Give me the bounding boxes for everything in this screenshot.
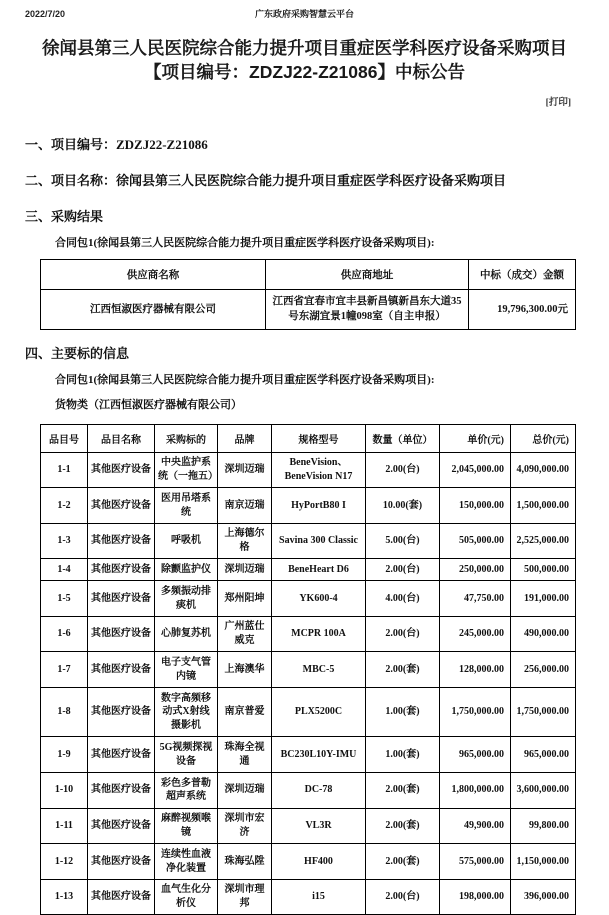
- table-cell: 4,090,000.00: [511, 452, 576, 488]
- column-header: 采购标的: [155, 424, 218, 452]
- column-header: 中标（成交）金额: [469, 260, 576, 290]
- table-row: [41, 488, 576, 524]
- table-cell: 1-11: [41, 808, 88, 844]
- print-button[interactable]: [打印]: [545, 98, 571, 109]
- table-cell: 4.00(台): [366, 581, 440, 617]
- section-project-number: 一、项目编号：ZDZJ22-Z21086: [25, 137, 208, 153]
- table-cell: 505,000.00: [440, 523, 511, 559]
- table-cell: 10.00(套): [366, 488, 440, 524]
- table-cell: 250,000.00: [440, 559, 511, 581]
- table-cell: 256,000.00: [511, 652, 576, 688]
- table-row: [41, 559, 576, 581]
- table-cell: 其他医疗设备: [88, 652, 155, 688]
- table-cell: 其他医疗设备: [88, 616, 155, 652]
- table-cell: DC-78: [272, 773, 366, 809]
- column-header: 总价(元): [511, 424, 576, 452]
- table-cell: 医用吊塔系统: [155, 488, 218, 524]
- table-cell: 数字高频移动式X射线摄影机: [155, 688, 218, 737]
- table-cell: 2.00(套): [366, 808, 440, 844]
- table-cell: 19,796,300.00元: [469, 290, 576, 329]
- table-cell: 连续性血液净化装置: [155, 844, 218, 880]
- table-cell: 47,750.00: [440, 581, 511, 617]
- column-header: 供应商名称: [41, 260, 266, 290]
- platform-title: 广东政府采购智慧云平台: [254, 9, 354, 19]
- table-cell: 5.00(台): [366, 523, 440, 559]
- table-cell: 其他医疗设备: [88, 773, 155, 809]
- table-cell: 江西恒淑医疗器械有限公司: [41, 290, 266, 329]
- table-cell: 1,750,000.00: [511, 688, 576, 737]
- table-cell: BeneVision、BeneVision N17: [272, 452, 366, 488]
- table-row: [41, 737, 576, 773]
- column-header: 供应商地址: [266, 260, 469, 290]
- table-row: [41, 581, 576, 617]
- table-row: [41, 523, 576, 559]
- table-cell: 其他医疗设备: [88, 559, 155, 581]
- table-cell: 1-7: [41, 652, 88, 688]
- table-cell: HyPortB80 I: [272, 488, 366, 524]
- table-cell: 1,800,000.00: [440, 773, 511, 809]
- contract-package-note-1: 合同包1(徐闻县第三人民医院综合能力提升项目重症医学科医疗设备采购项目):: [55, 237, 435, 250]
- print-header: [0, 0, 609, 20]
- print-date: 2022/7/20: [25, 8, 66, 19]
- table-cell: 珠海全视通: [218, 737, 272, 773]
- table-cell: 珠海弘陞: [218, 844, 272, 880]
- table-cell: BeneHeart D6: [272, 559, 366, 581]
- table-cell: 除颤监护仪: [155, 559, 218, 581]
- table-cell: 1-3: [41, 523, 88, 559]
- table-cell: 3,600,000.00: [511, 773, 576, 809]
- table-row: [41, 688, 576, 737]
- supplier-result-table: [40, 259, 576, 329]
- table-cell: 1,750,000.00: [440, 688, 511, 737]
- table-row: [41, 773, 576, 809]
- table-cell: 南京普爱: [218, 688, 272, 737]
- section-main-subject-info: 四、主要标的信息: [25, 345, 130, 361]
- table-cell: 南京迈瑞: [218, 488, 272, 524]
- table-cell: 1-6: [41, 616, 88, 652]
- table-cell: 电子支气管内镜: [155, 652, 218, 688]
- table-cell: 血气生化分析仪: [155, 879, 218, 915]
- table-cell: MBC-5: [272, 652, 366, 688]
- column-header: 品目名称: [88, 424, 155, 452]
- table-cell: 1-8: [41, 688, 88, 737]
- table-cell: 2.00(套): [366, 844, 440, 880]
- column-header: 品目号: [41, 424, 88, 452]
- table-cell: 其他医疗设备: [88, 523, 155, 559]
- table-cell: 1,500,000.00: [511, 488, 576, 524]
- table-row: [41, 652, 576, 688]
- column-header: 数量（单位）: [366, 424, 440, 452]
- print-row: [0, 94, 571, 108]
- table-cell: 396,000.00: [511, 879, 576, 915]
- table-cell: i15: [272, 879, 366, 915]
- table-cell: 1-13: [41, 879, 88, 915]
- table-cell: 彩色多普勒超声系统: [155, 773, 218, 809]
- page-title: 徐闻县第三人民医院综合能力提升项目重症医学科医疗设备采购项目【项目编号：ZDZJ22-Z21086】中标公告: [42, 38, 567, 82]
- table-cell: 150,000.00: [440, 488, 511, 524]
- table-row: [41, 290, 576, 329]
- table-cell: 呼吸机: [155, 523, 218, 559]
- column-header: 规格型号: [272, 424, 366, 452]
- table-cell: 245,000.00: [440, 616, 511, 652]
- table-cell: MCPR 100A: [272, 616, 366, 652]
- table-cell: 深圳迈瑞: [218, 559, 272, 581]
- table-cell: 中央监护系统（一拖五）: [155, 452, 218, 488]
- column-header: 品牌: [218, 424, 272, 452]
- column-header: 单价(元): [440, 424, 511, 452]
- table-cell: 其他医疗设备: [88, 808, 155, 844]
- table-header-row: [41, 424, 576, 452]
- table-cell: 5G视频探视设备: [155, 737, 218, 773]
- table-cell: 965,000.00: [511, 737, 576, 773]
- table-cell: 1-1: [41, 452, 88, 488]
- table-cell: 上海德尔格: [218, 523, 272, 559]
- table-row: [41, 808, 576, 844]
- goods-category-note: 货物类（江西恒淑医疗器械有限公司）: [55, 398, 242, 411]
- section-procurement-result: 三、采购结果: [25, 209, 104, 225]
- table-cell: HF400: [272, 844, 366, 880]
- table-cell: 其他医疗设备: [88, 737, 155, 773]
- table-cell: 麻醉视频喉镜: [155, 808, 218, 844]
- table-cell: 2,045,000.00: [440, 452, 511, 488]
- table-cell: 500,000.00: [511, 559, 576, 581]
- table-cell: 490,000.00: [511, 616, 576, 652]
- table-cell: 2,525,000.00: [511, 523, 576, 559]
- table-cell: 2.00(台): [366, 879, 440, 915]
- table-row: [41, 452, 576, 488]
- table-cell: BC230L10Y-IMU: [272, 737, 366, 773]
- table-cell: YK600-4: [272, 581, 366, 617]
- table-cell: 49,900.00: [440, 808, 511, 844]
- table-cell: 其他医疗设备: [88, 688, 155, 737]
- table-cell: 965,000.00: [440, 737, 511, 773]
- table-cell: 其他医疗设备: [88, 488, 155, 524]
- table-cell: 1-10: [41, 773, 88, 809]
- table-cell: 深圳迈瑞: [218, 773, 272, 809]
- table-cell: 1-4: [41, 559, 88, 581]
- table-cell: 1-9: [41, 737, 88, 773]
- table-cell: 198,000.00: [440, 879, 511, 915]
- table-cell: 多频振动排痰机: [155, 581, 218, 617]
- table-cell: 2.00(套): [366, 652, 440, 688]
- items-table: [40, 424, 576, 915]
- table-cell: 1-2: [41, 488, 88, 524]
- table-cell: 心肺复苏机: [155, 616, 218, 652]
- table-cell: PLX5200C: [272, 688, 366, 737]
- table-cell: 2.00(台): [366, 452, 440, 488]
- table-header-row: [41, 260, 576, 290]
- table-cell: 191,000.00: [511, 581, 576, 617]
- table-cell: Savina 300 Classic: [272, 523, 366, 559]
- section-project-name: 二、项目名称：徐闻县第三人民医院综合能力提升项目重症医学科医疗设备采购项目: [25, 173, 507, 189]
- table-cell: 2.00(台): [366, 559, 440, 581]
- table-cell: 1.00(套): [366, 737, 440, 773]
- table-cell: 深圳市宏济: [218, 808, 272, 844]
- table-cell: 上海澳华: [218, 652, 272, 688]
- contract-package-note-2: 合同包1(徐闻县第三人民医院综合能力提升项目重症医学科医疗设备采购项目):: [55, 373, 435, 386]
- table-cell: 其他医疗设备: [88, 844, 155, 880]
- table-cell: 深圳迈瑞: [218, 452, 272, 488]
- table-cell: 1-12: [41, 844, 88, 880]
- table-cell: 1-5: [41, 581, 88, 617]
- table-cell: 2.00(台): [366, 616, 440, 652]
- table-cell: 1.00(套): [366, 688, 440, 737]
- table-cell: 广州蓝仕威克: [218, 616, 272, 652]
- table-row: [41, 616, 576, 652]
- table-cell: 99,800.00: [511, 808, 576, 844]
- table-row: [41, 879, 576, 915]
- table-cell: 江西省宜春市宜丰县新昌镇新昌东大道35号东湖宜景1幢098室（自主申报）: [266, 290, 469, 329]
- table-cell: 2.00(套): [366, 773, 440, 809]
- table-cell: 其他医疗设备: [88, 879, 155, 915]
- table-cell: 575,000.00: [440, 844, 511, 880]
- table-cell: 其他医疗设备: [88, 452, 155, 488]
- table-cell: 其他医疗设备: [88, 581, 155, 617]
- table-cell: 郑州阳坤: [218, 581, 272, 617]
- table-row: [41, 844, 576, 880]
- table-cell: VL3R: [272, 808, 366, 844]
- table-cell: 1,150,000.00: [511, 844, 576, 880]
- table-cell: 深圳市理邦: [218, 879, 272, 915]
- table-cell: 128,000.00: [440, 652, 511, 688]
